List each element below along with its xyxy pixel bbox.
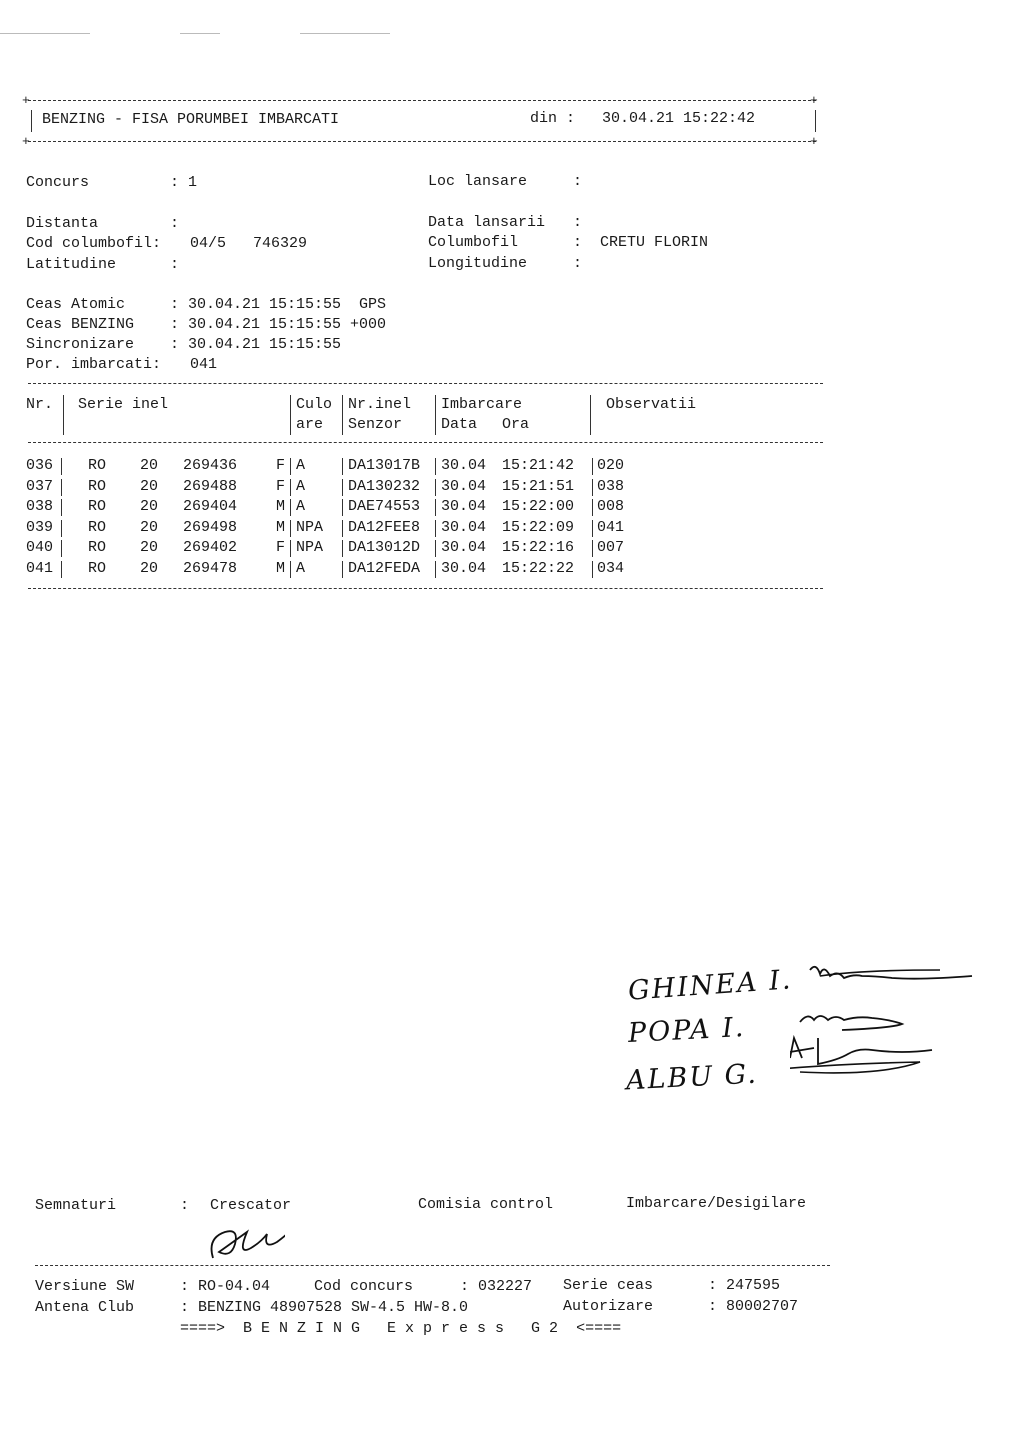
corner-plus: + [22,93,30,108]
row-separator [592,561,593,578]
row-separator [290,479,291,496]
row-separator [290,499,291,516]
corner-plus: + [810,134,818,149]
cell-ora: 15:22:09 [502,518,575,536]
cell-inel: 269402 [183,539,238,556]
cell-an: 20 [140,457,159,474]
header-datetime: 30.04.21 15:22:42 [602,110,756,127]
cell-inel: 269404 [183,498,238,515]
ceas-atomic-label: Ceas Atomic [26,296,126,313]
row-separator [290,520,291,537]
col-separator [435,395,436,435]
header-border-bottom [28,141,816,142]
latitudine-label: Latitudine [26,256,117,273]
por-imbarcati-label: Por. imbarcati: [26,356,162,373]
corner-plus: + [22,134,30,149]
versiune-value: : RO-04.04 [180,1278,271,1295]
cell-obs: 034 [597,559,625,577]
cell-ora: 15:21:51 [502,477,575,495]
header-border-right [815,110,816,132]
header-border-left [31,110,32,132]
cell-sex: M [276,518,286,536]
row-separator [435,540,436,557]
cell-nr: 040 [26,539,54,556]
autorizare-label: Autorizare [563,1298,654,1315]
table-rule-header [28,442,823,443]
comisia-label: Comisia control [418,1196,554,1213]
versiune-label: Versiune SW [35,1278,135,1295]
handwritten-name-3: ALBU G. [625,1058,759,1097]
serie-ceas-value: : 247595 [708,1277,781,1294]
header-nr: Nr. [26,396,54,413]
row-separator [342,561,343,578]
header-ora: Ora [502,416,530,433]
header-nr-inel: Nr.inel [348,396,412,413]
cell-an: 20 [140,498,159,515]
cell-data: 30.04 [441,518,487,536]
row-separator [342,458,343,475]
imbarcare-desigilare-label: Imbarcare/Desigilare [626,1195,807,1212]
row-separator [61,458,62,475]
cell-inel: 269498 [183,518,238,536]
cell-an: 20 [140,518,159,536]
crescator-label: Crescator [210,1197,292,1214]
cell-culoare: A [296,477,306,495]
row-separator [592,540,593,557]
cell-obs: 020 [597,457,625,474]
cell-tara: RO [88,477,107,495]
cell-data: 30.04 [441,559,487,577]
cod-columbofil-label: Cod columbofil: [26,235,162,252]
benzing-banner: ====> B E N Z I N G E x p r e s s G 2 <==== [180,1320,622,1337]
header-serie-inel: Serie inel [78,396,169,413]
cell-nr: 039 [26,518,54,536]
longitudine-value: : [573,255,583,272]
cell-obs: 008 [597,498,625,515]
cell-inel: 269478 [183,559,238,577]
cell-tara: RO [88,518,107,536]
header-border-top [28,100,816,101]
cell-data: 30.04 [441,457,487,474]
por-imbarcati-value: 041 [190,356,218,373]
cell-tara: RO [88,559,107,577]
row-separator [435,479,436,496]
cell-an: 20 [140,559,159,577]
row-separator [592,458,593,475]
antena-label: Antena Club [35,1299,135,1316]
ceas-benzing-value: : 30.04.21 15:15:55 +000 [170,316,387,333]
cell-ora: 15:21:42 [502,457,575,474]
cell-sex: M [276,559,286,577]
antena-value: : BENZING 48907528 SW-4.5 HW-8.0 [180,1299,469,1316]
row-separator [290,458,291,475]
loc-lansare-label: Loc lansare [428,173,528,190]
longitudine-label: Longitudine [428,255,528,272]
cell-data: 30.04 [441,498,487,515]
crescator-signature [205,1222,285,1267]
cell-culoare: A [296,559,306,577]
semnaturi-colon: : [180,1197,190,1214]
cell-senzor: DA12FEDA [348,559,421,577]
cell-senzor: DA13017B [348,457,421,474]
distanta-value: : [170,215,180,232]
cell-senzor: DAE74553 [348,498,421,515]
cell-nr: 036 [26,457,54,474]
document-title: BENZING - FISA PORUMBEI IMBARCATI [42,111,340,128]
table-rule-bottom [28,588,823,589]
header-imbarcare: Imbarcare [441,396,523,413]
header-culo: Culo [296,396,333,413]
row-separator [61,561,62,578]
cell-sex: F [276,477,286,495]
autorizare-value: : 80002707 [708,1298,799,1315]
data-lansarii-label: Data lansarii [428,214,546,231]
cell-culoare: NPA [296,539,324,556]
row-separator [435,520,436,537]
row-separator [435,561,436,578]
header-are: are [296,416,324,433]
cell-culoare: A [296,498,306,515]
row-separator [342,479,343,496]
cell-data: 30.04 [441,477,487,495]
row-separator [592,499,593,516]
handwritten-name-1: GHINEA I. [627,964,794,1007]
footer-rule [35,1265,830,1266]
columbofil-value: : CRETU FLORIN [573,234,709,251]
header-senzor: Senzor [348,416,403,433]
cell-ora: 15:22:16 [502,539,575,556]
cell-inel: 269436 [183,457,238,474]
loc-lansare-value: : [573,173,583,190]
row-separator [61,499,62,516]
sincronizare-label: Sincronizare [26,336,135,353]
cell-senzor: DA12FEE8 [348,518,421,536]
row-separator [61,520,62,537]
latitudine-value: : [170,256,180,273]
cell-ora: 15:22:22 [502,559,575,577]
scan-speck [180,33,220,34]
cell-sex: M [276,498,286,515]
cell-culoare: NPA [296,518,324,536]
row-separator [342,499,343,516]
row-separator [592,520,593,537]
cell-nr: 037 [26,477,54,495]
cell-tara: RO [88,539,107,556]
cell-nr: 038 [26,498,54,515]
data-lansarii-value: : [573,214,583,231]
cell-senzor: DA13012D [348,539,421,556]
row-separator [342,540,343,557]
cell-ora: 15:22:00 [502,498,575,515]
cell-inel: 269488 [183,477,238,495]
cell-obs: 007 [597,539,625,556]
cell-sex: F [276,457,286,474]
row-separator [290,561,291,578]
ceas-benzing-label: Ceas BENZING [26,316,135,333]
col-separator [342,395,343,435]
row-separator [290,540,291,557]
cod-concurs-label: Cod concurs [314,1278,414,1295]
row-separator [435,499,436,516]
col-separator [590,395,591,435]
row-separator [435,458,436,475]
row-separator [342,520,343,537]
corner-plus: + [810,93,818,108]
cell-senzor: DA130232 [348,477,421,495]
ceas-atomic-value: : 30.04.21 15:15:55 GPS [170,296,387,313]
scan-speck [300,33,390,34]
sincronizare-value: : 30.04.21 15:15:55 [170,336,342,353]
columbofil-label: Columbofil [428,234,519,251]
cell-sex: F [276,539,286,556]
serie-ceas-label: Serie ceas [563,1277,654,1294]
semnaturi-label: Semnaturi [35,1197,117,1214]
row-separator [61,479,62,496]
din-label: din : [530,110,576,127]
cell-culoare: A [296,457,306,474]
header-data: Data [441,416,478,433]
row-separator [61,540,62,557]
cod-concurs-value: : 032227 [460,1278,533,1295]
table-rule-top [28,383,823,384]
scan-speck [0,33,90,34]
handwritten-signatures [790,950,1010,1100]
cod-columbofil-value: 04/5 746329 [190,235,308,252]
cell-tara: RO [88,498,107,515]
cell-tara: RO [88,457,107,474]
handwritten-name-2: POPA I. [627,1011,747,1050]
concurs-value: : 1 [170,174,198,191]
col-separator [63,395,64,435]
header-observatii: Observatii [606,396,697,413]
cell-an: 20 [140,539,159,556]
cell-nr: 041 [26,559,54,577]
cell-obs: 038 [597,477,625,495]
col-separator [290,395,291,435]
distanta-label: Distanta [26,215,99,232]
concurs-label: Concurs [26,174,90,191]
cell-obs: 041 [597,518,625,536]
cell-data: 30.04 [441,539,487,556]
cell-an: 20 [140,477,159,495]
row-separator [592,479,593,496]
